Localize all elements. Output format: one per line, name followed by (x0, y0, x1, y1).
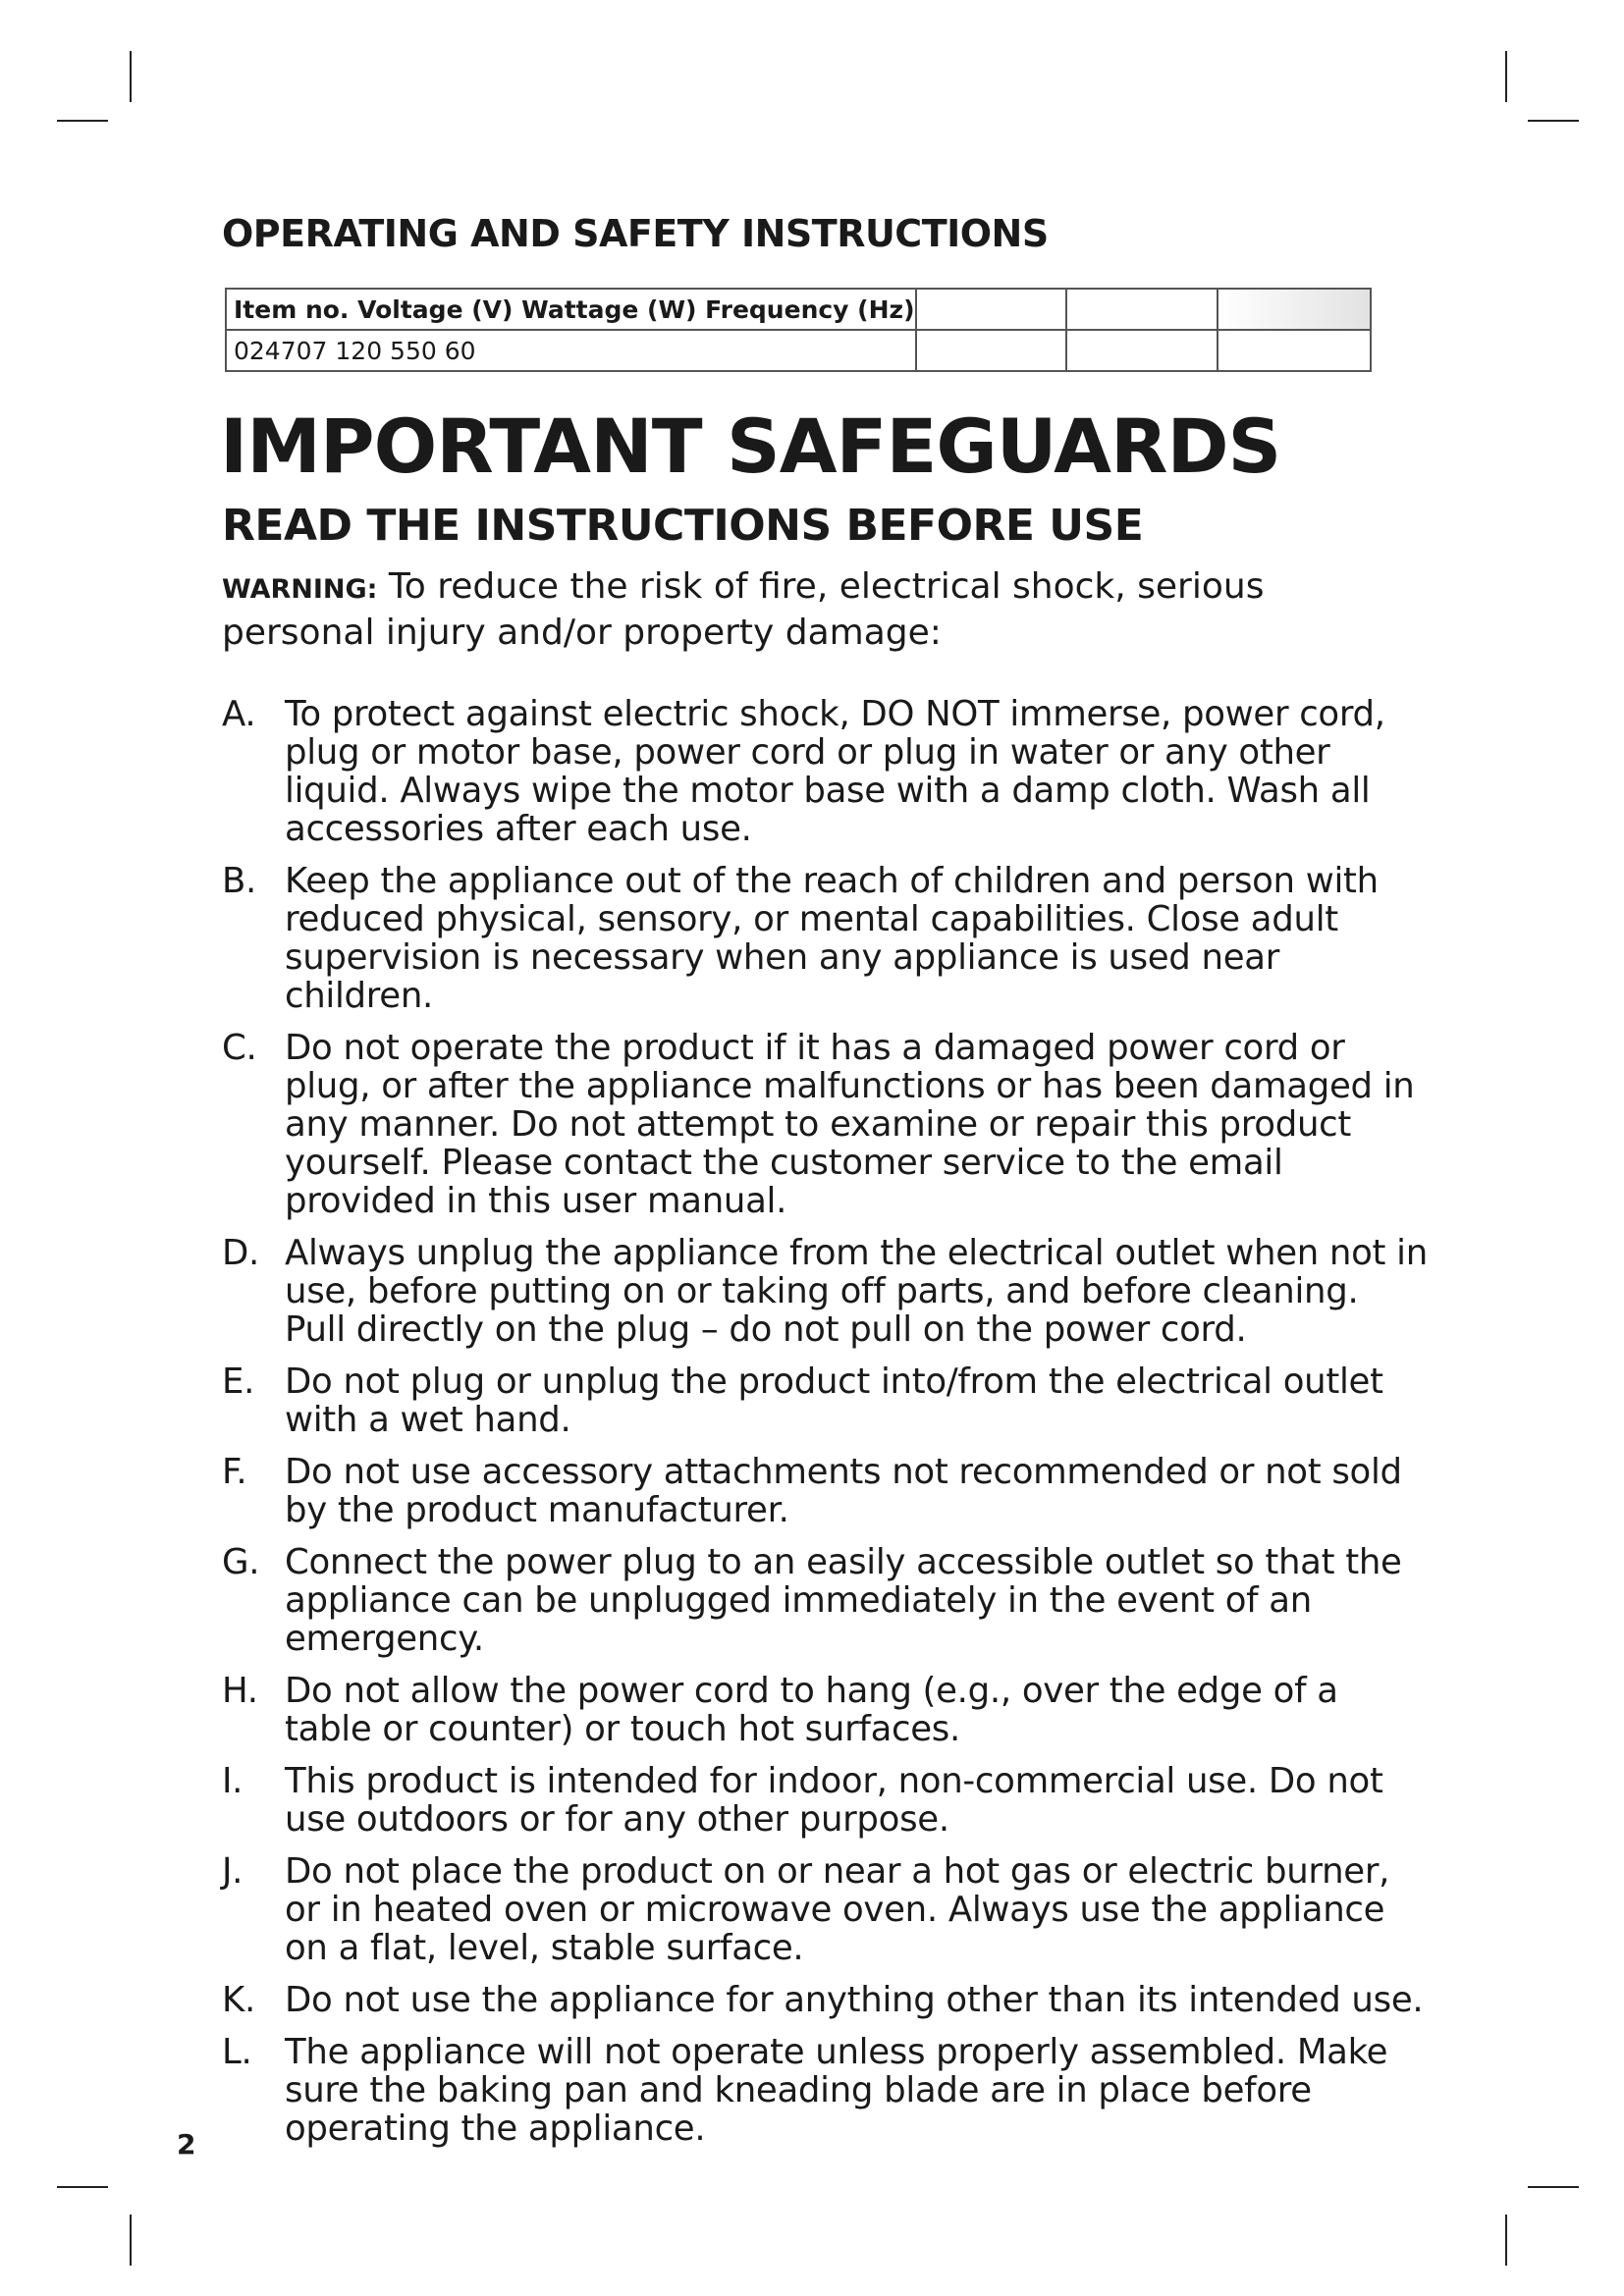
spec-data-text: 024707 120 550 60 (234, 336, 476, 365)
spec-data-cell (1066, 330, 1218, 371)
spec-data-cell (916, 330, 1067, 371)
spec-table-header-row (226, 289, 1371, 330)
spec-header-cell (1066, 289, 1218, 330)
item-text: This product is intended for indoor, non-commercial use. Do not use outdoors or for any other purpose. (285, 1761, 1383, 1840)
list-item (222, 862, 1430, 1015)
list-item (222, 2033, 1430, 2148)
item-letter: G. (222, 1542, 260, 1582)
warning-label: WARNING: (222, 574, 378, 605)
item-text: Connect the power plug to an easily accessible outlet so that the appliance can be unplugged immediately in the event of an emergency. (285, 1542, 1402, 1659)
item-text: The appliance will not operate unless properly assembled. Make sure the baking pan and kneading blade are in place before operating the appliance. (285, 2032, 1388, 2149)
item-text: Do not operate the product if it has a damaged power cord or plug, or after the appliance malfunctions or has been damaged in any manner. Do not attempt to examine or repair this product yourself. Please contact the customer service to the email provided in this user manual. (285, 1028, 1415, 1221)
item-letter: C. (222, 1028, 257, 1068)
safeguard-list (222, 695, 1430, 2162)
main-title: IMPORTANT SAFEGUARDS (220, 402, 1281, 490)
warning-text: To reduce the risk of fire, electrical shock, serious personal injury and/or property damage: (222, 566, 1265, 653)
warning-paragraph (222, 565, 1400, 655)
item-text: Do not plug or unplug the product into/from the electrical outlet with a wet hand. (285, 1362, 1383, 1440)
crop-mark-top-left-horizontal (57, 120, 108, 122)
item-text: Do not use accessory attachments not recommended or not sold by the product manufacturer. (285, 1452, 1402, 1530)
item-letter: J. (222, 1851, 244, 1892)
page-number: 2 (177, 2128, 196, 2161)
spec-header-text: Item no. Voltage (V) Wattage (W) Frequency (Hz) (234, 294, 915, 324)
item-text: Do not place the product on or near a hot gas or electric burner, or in heated oven or microwave oven. Always use the appliance on a flat, level, stable surface. (285, 1851, 1390, 1968)
item-letter: F. (222, 1452, 247, 1492)
list-item (222, 1453, 1430, 1529)
sub-title: READ THE INSTRUCTIONS BEFORE USE (222, 501, 1144, 551)
spec-table (225, 288, 1372, 372)
crop-mark-top-left-vertical (130, 51, 132, 102)
spec-header-cell (916, 289, 1067, 330)
list-item (222, 1362, 1430, 1439)
list-item (222, 1543, 1430, 1658)
list-item (222, 1762, 1430, 1839)
item-letter: K. (222, 1980, 255, 2020)
spec-table-data-row (226, 330, 1371, 371)
spec-data-cell (226, 330, 916, 371)
item-text: Always unplug the appliance from the electrical outlet when not in use, before putting on or taking off parts, and before cleaning. Pull directly on the plug – do not pull on the power cord. (285, 1233, 1428, 1350)
list-item (222, 1981, 1430, 2019)
crop-mark-top-right-vertical (1505, 51, 1507, 102)
section-title: OPERATING AND SAFETY INSTRUCTIONS (222, 212, 1049, 255)
list-item (222, 1672, 1430, 1748)
item-letter: H. (222, 1671, 258, 1711)
spec-data-cell (1218, 330, 1371, 371)
list-item (222, 1234, 1430, 1349)
item-text: Do not allow the power cord to hang (e.g., over the edge of a table or counter) or touch hot surfaces. (285, 1671, 1338, 1749)
spec-header-cell (226, 289, 916, 330)
list-item (222, 695, 1430, 848)
item-letter: L. (222, 2032, 252, 2072)
crop-mark-bottom-right-horizontal (1528, 2186, 1579, 2188)
item-letter: B. (222, 861, 257, 901)
item-text: To protect against electric shock, DO NOT immerse, power cord, plug or motor base, power cord or plug in water or any other liquid. Always wipe the motor base with a damp cloth. Wash all accessories after each use. (285, 694, 1385, 849)
item-letter: A. (222, 694, 256, 734)
item-text: Keep the appliance out of the reach of children and person with reduced physical, sensory, or mental capabilities. Close adult supervision is necessary when any appliance is used near children. (285, 861, 1379, 1016)
crop-mark-bottom-left-horizontal (57, 2186, 108, 2188)
crop-mark-bottom-right-vertical (1505, 2215, 1507, 2266)
item-letter: D. (222, 1233, 260, 1273)
spec-header-cell (1218, 289, 1371, 330)
crop-mark-top-right-horizontal (1528, 120, 1579, 122)
item-text: Do not use the appliance for anything other than its intended use. (285, 1980, 1424, 2020)
list-item (222, 1852, 1430, 1967)
item-letter: E. (222, 1362, 255, 1402)
item-letter: I. (222, 1761, 244, 1801)
list-item (222, 1029, 1430, 1220)
crop-mark-bottom-left-vertical (130, 2215, 132, 2266)
